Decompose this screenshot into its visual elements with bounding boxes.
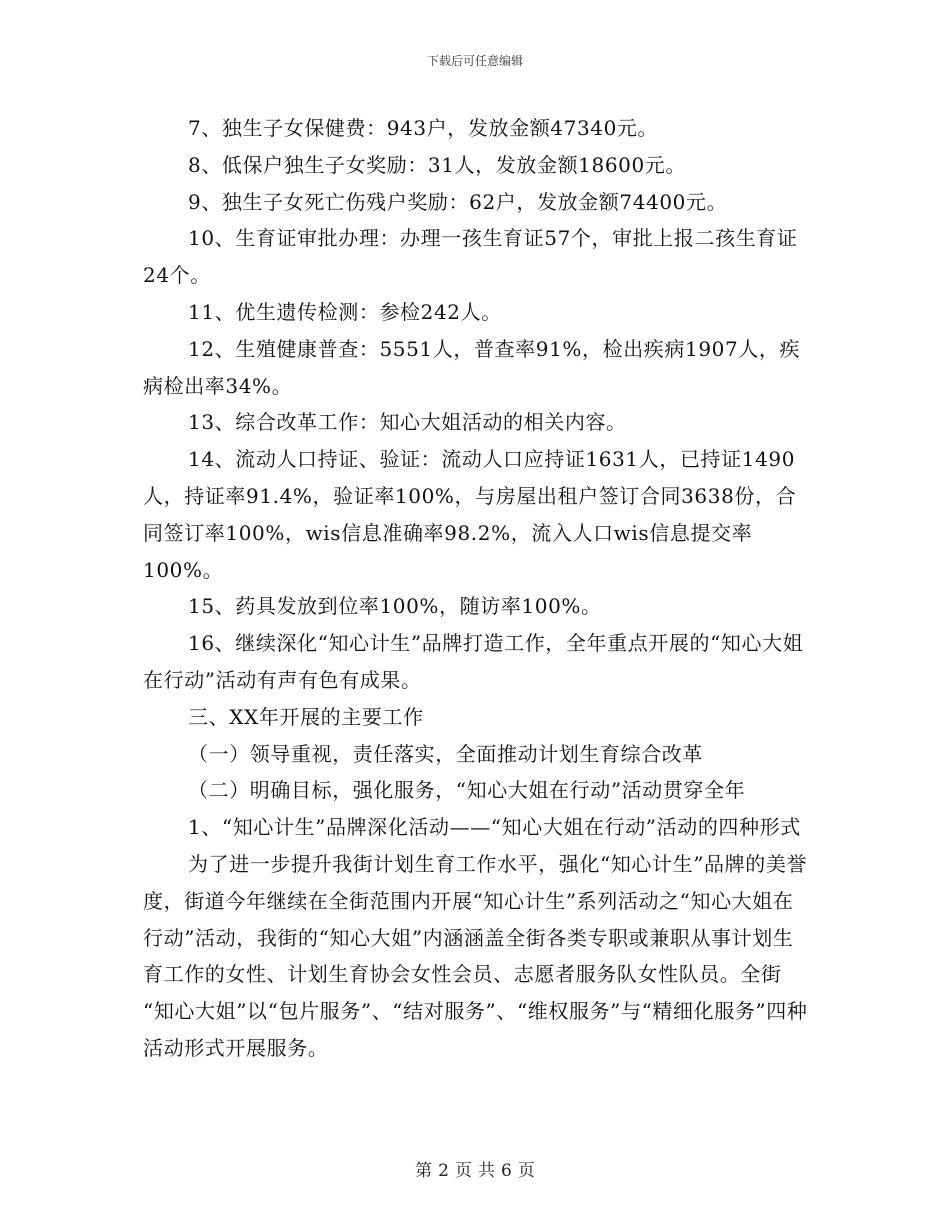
paragraph-item-9: 9、独生子女死亡伤残户奖励：62户，发放金额74400元。 (188, 189, 728, 214)
paragraph-item-15: 15、药具发放到位率100%，随访率100%。 (188, 594, 602, 619)
page-header: 下载后可任意编辑 (426, 54, 523, 68)
paragraph-item-13: 13、综合改革工作：知心大姐活动的相关内容。 (188, 410, 627, 435)
paragraph-item-7: 7、独生子女保健费：943户，发放金额47340元。 (188, 116, 659, 140)
footer-page-word: 页 (455, 1161, 472, 1181)
paragraph-item-14: 14、流动人口持证、验证：流动人口应持证1631人，已持证1490人，持证率91.4%，验证率100%，与房屋出租户签订合同3638份，合同签订率100%，wis信息准确率98.2%，流入人口wis信息提交率100%。 (143, 447, 797, 582)
paragraph-item-8: 8、低保户独生子女奖励：31人，发放金额18600元。 (188, 152, 686, 177)
footer-total-pages: 6 (501, 1161, 512, 1181)
page-footer (0, 1156, 950, 1181)
footer-total-label: 共 (478, 1161, 495, 1181)
section-heading-3: 三、XX年开展的主要工作 (188, 704, 424, 729)
subsection-heading-2: （二）明确目标，强化服务，“知心大姐在行动”活动贯穿全年 (188, 778, 746, 803)
footer-suffix: 页 (517, 1161, 535, 1181)
paragraph-item-12: 12、生殖健康普查：5551人，普查率91%，检出疾病1907人，疾病检出率34%。 (143, 336, 801, 398)
document-body (143, 110, 813, 1067)
paragraph-item-16: 16、继续深化“知心计生”品牌打造工作，全年重点开展的“知心大姐在行动”活动有声有色有成果。 (143, 631, 804, 692)
subitem-heading-1: 1、“知心计生”品牌深化活动——“知心大姐在行动”活动的四种形式 (188, 815, 801, 840)
footer-prefix: 第 (415, 1161, 433, 1181)
footer-current-page: 2 (438, 1161, 449, 1181)
paragraph-item-10: 10、生育证审批办理：办理一孩生育证57个，审批上报二孩生育证24个。 (143, 226, 798, 288)
body-paragraph: 为了进一步提升我街计划生育工作水平，强化“知心计生”品牌的美誉度，街道今年继续在全街范围内开展“知心计生”系列活动之“知心大姐在行动”活动，我街的“知心大姐”内涵涵盖全街各类专职或兼职从事计划生育工作的女性、计划生育协会女性会员、志愿者服务队女性队员。全街 “知心大姐”以“包片服务”、“结对服务”、“维权服务”与“精细化服务”四种活动形式开展服务。 (143, 851, 808, 1060)
paragraph-item-11: 11、优生遗传检测：参检242人。 (188, 299, 502, 324)
subsection-heading-1: （一）领导重视，责任落实，全面推动计划生育综合改革 (188, 741, 703, 766)
